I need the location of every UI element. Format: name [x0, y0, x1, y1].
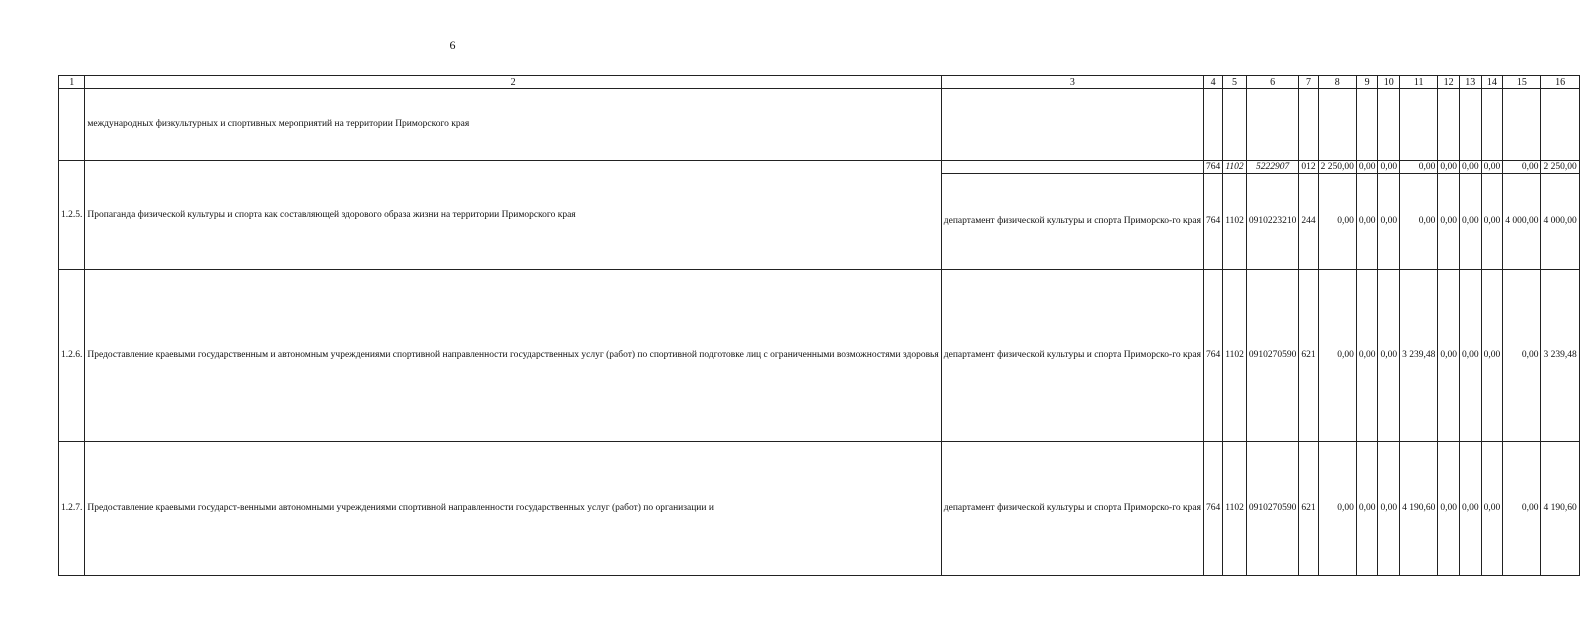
table-row — [59, 442, 1580, 576]
value-cell: 0,00 — [1481, 270, 1503, 442]
value-cell: 0,00 — [1459, 442, 1481, 576]
value-cell: 0,00 — [1459, 270, 1481, 442]
value-cell: 0,00 — [1378, 161, 1400, 174]
code-cell: 5222907 — [1246, 161, 1299, 174]
value-cell: 4 000,00 — [1503, 174, 1541, 270]
department-cell: департамент физической культуры и спорта Приморско-го края — [941, 442, 1203, 576]
value-cell: 0,00 — [1356, 174, 1378, 270]
value-cell: 0,00 — [1378, 174, 1400, 270]
value-cell: 0,00 — [1459, 174, 1481, 270]
header-cell: 4 — [1203, 76, 1222, 89]
row-name-cell: Пропаганда физической культуры и спорта как составляющей здорового образа жизни на территории Приморского края — [85, 161, 941, 270]
value-cell: 4 000,00 — [1541, 174, 1579, 270]
row-number: 1.2.7. — [59, 442, 85, 576]
code-cell: 764 — [1203, 270, 1222, 442]
value-cell: 0,00 — [1356, 442, 1378, 576]
header-cell: 12 — [1438, 76, 1460, 89]
department-cell: департамент физической культуры и спорта Приморско-го края — [941, 270, 1203, 442]
value-cell: 0,00 — [1356, 270, 1378, 442]
value-cell: 0,00 — [1400, 174, 1438, 270]
department-cell: департамент физической культуры и спорта Приморско-го края — [941, 174, 1203, 270]
row-number: 1.2.5. — [59, 161, 85, 270]
code-cell: 621 — [1299, 270, 1318, 442]
table-row — [59, 161, 1580, 174]
row-name-cell: Предоставление краевыми государственным и автономным учреждениями спортивной направленности государственных услуг (работ) по спортивной подготовке лиц с ограниченными возможностями здоровья — [85, 270, 941, 442]
value-cell: 0,00 — [1318, 174, 1356, 270]
code-cell: 1102 — [1223, 442, 1247, 576]
value-cell: 0,00 — [1438, 270, 1460, 442]
value-cell: 0,00 — [1481, 174, 1503, 270]
value-cell: 3 239,48 — [1400, 270, 1438, 442]
header-cell: 13 — [1459, 76, 1481, 89]
header-cell: 10 — [1378, 76, 1400, 89]
value-cell: 0,00 — [1438, 174, 1460, 270]
budget-table — [58, 75, 1580, 576]
code-cell: 1102 — [1223, 161, 1247, 174]
value-cell: 4 190,60 — [1541, 442, 1579, 576]
value-cell: 2 250,00 — [1318, 161, 1356, 174]
value-cell: 0,00 — [1438, 161, 1460, 174]
code-cell: 0910270590 — [1246, 270, 1299, 442]
code-cell: 621 — [1299, 442, 1318, 576]
code-cell: 0910270590 — [1246, 442, 1299, 576]
value-cell: 3 239,48 — [1541, 270, 1579, 442]
code-cell: 764 — [1203, 442, 1222, 576]
value-cell: 0,00 — [1503, 270, 1541, 442]
value-cell: 0,00 — [1378, 270, 1400, 442]
table-row — [59, 89, 1580, 161]
header-cell: 5 — [1223, 76, 1247, 89]
header-cell: 6 — [1246, 76, 1299, 89]
code-cell: 244 — [1299, 174, 1318, 270]
header-row — [59, 76, 1580, 89]
page-number: 6 — [449, 38, 456, 52]
value-cell: 0,00 — [1503, 442, 1541, 576]
header-cell: 11 — [1400, 76, 1438, 89]
value-cell: 0,00 — [1459, 161, 1481, 174]
row-name-cell: международных физкультурных и спортивных мероприятий на территории Приморского края — [85, 89, 941, 161]
header-cell: 8 — [1318, 76, 1356, 89]
row-name-cell: Предоставление краевыми государст-венными автономными учреждениями спортивной направленности государственных услуг (работ) по организации и — [85, 442, 941, 576]
header-cell: 15 — [1503, 76, 1541, 89]
row-number: 1.2.6. — [59, 270, 85, 442]
value-cell: 0,00 — [1481, 442, 1503, 576]
value-cell: 0,00 — [1318, 442, 1356, 576]
header-cell: 3 — [941, 76, 1203, 89]
value-cell: 0,00 — [1378, 442, 1400, 576]
header-cell: 7 — [1299, 76, 1318, 89]
value-cell: 0,00 — [1356, 161, 1378, 174]
header-cell: 9 — [1356, 76, 1378, 89]
value-cell: 4 190,60 — [1400, 442, 1438, 576]
value-cell: 0,00 — [1400, 161, 1438, 174]
header-cell: 14 — [1481, 76, 1503, 89]
code-cell: 1102 — [1223, 270, 1247, 442]
code-cell: 012 — [1299, 161, 1318, 174]
value-cell: 2 250,00 — [1541, 161, 1579, 174]
value-cell: 0,00 — [1503, 161, 1541, 174]
value-cell: 0,00 — [1481, 161, 1503, 174]
code-cell: 764 — [1203, 174, 1222, 270]
code-cell: 764 — [1203, 161, 1222, 174]
header-cell: 16 — [1541, 76, 1579, 89]
code-cell: 0910223210 — [1246, 174, 1299, 270]
code-cell: 1102 — [1223, 174, 1247, 270]
table-row — [59, 270, 1580, 442]
header-cell: 2 — [85, 76, 941, 89]
value-cell: 0,00 — [1318, 270, 1356, 442]
header-cell: 1 — [59, 76, 85, 89]
value-cell: 0,00 — [1438, 442, 1460, 576]
